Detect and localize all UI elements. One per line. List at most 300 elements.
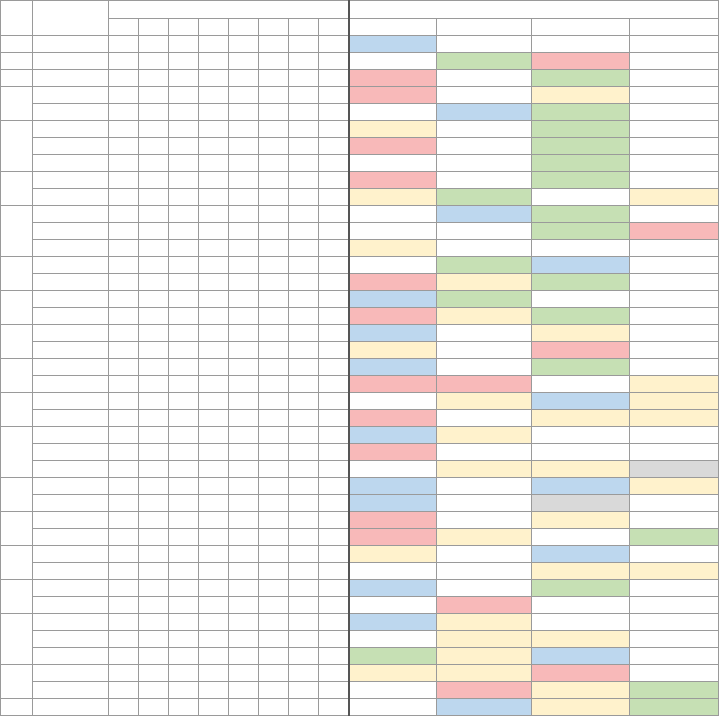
slot-mark-cell bbox=[199, 155, 229, 172]
set-name-cell bbox=[33, 291, 109, 308]
slot-mark-cell bbox=[109, 563, 139, 580]
slot-mark-cell bbox=[259, 291, 289, 308]
slot-mark-cell bbox=[319, 87, 349, 104]
slot-mark-cell bbox=[109, 308, 139, 325]
slot-mark-cell bbox=[109, 614, 139, 631]
slot-mark-cell bbox=[199, 70, 229, 87]
slot-mark-cell bbox=[199, 325, 229, 342]
set-attr-cell bbox=[437, 359, 532, 376]
slot-mark-cell bbox=[199, 444, 229, 461]
slot-mark-cell bbox=[199, 257, 229, 274]
slot-mark-cell bbox=[169, 121, 199, 138]
slot-mark-cell bbox=[169, 104, 199, 121]
set-attr-cell bbox=[349, 563, 437, 580]
slot-mark-cell bbox=[229, 512, 259, 529]
slot-mark-cell bbox=[289, 393, 319, 410]
slot-mark-cell bbox=[229, 546, 259, 563]
set-attr-cell bbox=[349, 376, 437, 393]
slot-mark-cell bbox=[319, 240, 349, 257]
slot-mark-cell bbox=[229, 376, 259, 393]
table-row bbox=[1, 580, 719, 597]
set-attr-cell bbox=[532, 461, 630, 478]
slot-mark-cell bbox=[229, 699, 259, 716]
set-attr-cell bbox=[630, 478, 719, 495]
slot-mark-cell bbox=[199, 478, 229, 495]
level-cell bbox=[1, 359, 33, 393]
set-attr-cell bbox=[349, 53, 437, 70]
slot-mark-cell bbox=[289, 257, 319, 274]
slot-mark-cell bbox=[199, 563, 229, 580]
slot-mark-cell bbox=[169, 461, 199, 478]
slot-mark-cell bbox=[199, 580, 229, 597]
table-row bbox=[1, 87, 719, 104]
set-attr-cell bbox=[349, 512, 437, 529]
set-attr-cell bbox=[532, 138, 630, 155]
set-attr-cell bbox=[349, 410, 437, 427]
set-attr-cell bbox=[630, 665, 719, 682]
set-name-cell bbox=[33, 410, 109, 427]
slot-mark-cell bbox=[109, 376, 139, 393]
slot-mark-cell bbox=[109, 87, 139, 104]
slot-mark-cell bbox=[229, 308, 259, 325]
slot-mark-cell bbox=[289, 325, 319, 342]
set-attr-cell bbox=[437, 563, 532, 580]
table-row bbox=[1, 699, 719, 716]
slot-mark-cell bbox=[139, 189, 169, 206]
table-row bbox=[1, 308, 719, 325]
table-row bbox=[1, 223, 719, 240]
set-attr-cell bbox=[532, 529, 630, 546]
slot-mark-cell bbox=[139, 87, 169, 104]
set-attr-cell bbox=[630, 274, 719, 291]
set-attr-cell bbox=[630, 580, 719, 597]
slot-mark-cell bbox=[109, 529, 139, 546]
set-attr-cell bbox=[437, 36, 532, 53]
attrs-group-header bbox=[349, 1, 719, 19]
slot-header bbox=[229, 19, 259, 36]
set-attr-cell bbox=[349, 359, 437, 376]
slot-mark-cell bbox=[259, 597, 289, 614]
slot-mark-cell bbox=[289, 138, 319, 155]
level-cell bbox=[1, 206, 33, 257]
slot-mark-cell bbox=[139, 138, 169, 155]
set-name-cell bbox=[33, 359, 109, 376]
set-attr-cell bbox=[630, 699, 719, 716]
set-attr-cell bbox=[437, 291, 532, 308]
slot-mark-cell bbox=[289, 36, 319, 53]
slot-mark-cell bbox=[199, 53, 229, 70]
slot-mark-cell bbox=[289, 240, 319, 257]
set-name-cell bbox=[33, 597, 109, 614]
set-attr-cell bbox=[630, 121, 719, 138]
set-attr-cell bbox=[349, 342, 437, 359]
slot-mark-cell bbox=[289, 461, 319, 478]
slot-mark-cell bbox=[229, 87, 259, 104]
set-attr-cell bbox=[437, 308, 532, 325]
slot-mark-cell bbox=[169, 325, 199, 342]
set-attr-cell bbox=[437, 223, 532, 240]
slot-mark-cell bbox=[319, 325, 349, 342]
slot-mark-cell bbox=[139, 597, 169, 614]
slot-mark-cell bbox=[109, 257, 139, 274]
set-name-cell bbox=[33, 512, 109, 529]
table-row bbox=[1, 325, 719, 342]
set-attr-cell bbox=[532, 223, 630, 240]
set-attr-cell bbox=[437, 257, 532, 274]
level-cell bbox=[1, 427, 33, 478]
set-attr-cell bbox=[437, 121, 532, 138]
set-attr-cell bbox=[630, 257, 719, 274]
set-name-cell bbox=[33, 87, 109, 104]
set-attr-cell bbox=[349, 308, 437, 325]
slot-mark-cell bbox=[289, 359, 319, 376]
set-attr-cell bbox=[349, 138, 437, 155]
set-attr-cell bbox=[437, 87, 532, 104]
level-cell bbox=[1, 36, 33, 53]
slot-mark-cell bbox=[319, 580, 349, 597]
slot-mark-cell bbox=[139, 665, 169, 682]
set-attr-cell bbox=[437, 444, 532, 461]
slot-mark-cell bbox=[259, 376, 289, 393]
set-name-cell bbox=[33, 529, 109, 546]
slot-mark-cell bbox=[319, 478, 349, 495]
set-attr-cell bbox=[349, 155, 437, 172]
slot-mark-cell bbox=[289, 495, 319, 512]
slot-mark-cell bbox=[259, 257, 289, 274]
attr-header bbox=[437, 19, 532, 36]
set-name-cell bbox=[33, 240, 109, 257]
slot-mark-cell bbox=[229, 53, 259, 70]
slot-mark-cell bbox=[289, 512, 319, 529]
slot-mark-cell bbox=[139, 291, 169, 308]
slot-mark-cell bbox=[109, 410, 139, 427]
set-name-cell bbox=[33, 376, 109, 393]
slot-mark-cell bbox=[199, 206, 229, 223]
set-attr-cell bbox=[349, 240, 437, 257]
set-attr-cell bbox=[532, 682, 630, 699]
slot-mark-cell bbox=[139, 478, 169, 495]
slot-mark-cell bbox=[319, 597, 349, 614]
slot-mark-cell bbox=[199, 597, 229, 614]
slot-mark-cell bbox=[229, 36, 259, 53]
slot-mark-cell bbox=[109, 665, 139, 682]
set-attr-cell bbox=[437, 580, 532, 597]
slot-mark-cell bbox=[199, 427, 229, 444]
table-row bbox=[1, 291, 719, 308]
set-attr-cell bbox=[532, 546, 630, 563]
slot-mark-cell bbox=[109, 325, 139, 342]
set-attr-cell bbox=[349, 478, 437, 495]
slot-mark-cell bbox=[319, 631, 349, 648]
slot-mark-cell bbox=[109, 597, 139, 614]
set-name-cell bbox=[33, 223, 109, 240]
slot-mark-cell bbox=[229, 427, 259, 444]
level-cell bbox=[1, 257, 33, 291]
slot-mark-cell bbox=[169, 393, 199, 410]
slot-mark-cell bbox=[109, 631, 139, 648]
set-attr-cell bbox=[437, 631, 532, 648]
slot-mark-cell bbox=[289, 699, 319, 716]
slot-mark-cell bbox=[109, 495, 139, 512]
slot-mark-cell bbox=[139, 682, 169, 699]
set-attr-cell bbox=[532, 495, 630, 512]
table-row bbox=[1, 274, 719, 291]
slot-mark-cell bbox=[259, 206, 289, 223]
set-name-cell bbox=[33, 563, 109, 580]
slot-mark-cell bbox=[259, 699, 289, 716]
set-attr-cell bbox=[532, 274, 630, 291]
set-name-cell bbox=[33, 614, 109, 631]
slot-mark-cell bbox=[139, 631, 169, 648]
set-attr-cell bbox=[630, 87, 719, 104]
set-attr-cell bbox=[349, 529, 437, 546]
slot-mark-cell bbox=[229, 580, 259, 597]
attr-header bbox=[532, 19, 630, 36]
set-attr-cell bbox=[532, 291, 630, 308]
slot-mark-cell bbox=[109, 699, 139, 716]
slot-mark-cell bbox=[169, 206, 199, 223]
slot-mark-cell bbox=[259, 172, 289, 189]
set-attr-cell bbox=[630, 36, 719, 53]
set-name-cell bbox=[33, 206, 109, 223]
slot-mark-cell bbox=[109, 393, 139, 410]
set-attr-cell bbox=[532, 342, 630, 359]
table-row bbox=[1, 206, 719, 223]
slot-mark-cell bbox=[169, 597, 199, 614]
slot-mark-cell bbox=[289, 70, 319, 87]
slot-mark-cell bbox=[199, 36, 229, 53]
slot-mark-cell bbox=[319, 121, 349, 138]
set-name-cell bbox=[33, 342, 109, 359]
slot-mark-cell bbox=[259, 580, 289, 597]
set-attr-cell bbox=[532, 172, 630, 189]
slot-mark-cell bbox=[289, 580, 319, 597]
slot-mark-cell bbox=[139, 393, 169, 410]
slot-mark-cell bbox=[289, 87, 319, 104]
slot-mark-cell bbox=[259, 512, 289, 529]
set-attr-cell bbox=[532, 53, 630, 70]
table-row bbox=[1, 478, 719, 495]
slot-mark-cell bbox=[109, 155, 139, 172]
table-row bbox=[1, 155, 719, 172]
slot-mark-cell bbox=[259, 563, 289, 580]
set-attr-cell bbox=[630, 172, 719, 189]
slot-mark-cell bbox=[319, 427, 349, 444]
slot-mark-cell bbox=[229, 274, 259, 291]
set-attr-cell bbox=[630, 631, 719, 648]
slot-mark-cell bbox=[289, 274, 319, 291]
slot-mark-cell bbox=[169, 529, 199, 546]
slot-mark-cell bbox=[109, 342, 139, 359]
set-attr-cell bbox=[349, 580, 437, 597]
set-attr-cell bbox=[630, 444, 719, 461]
set-attr-cell bbox=[532, 206, 630, 223]
slot-mark-cell bbox=[109, 274, 139, 291]
set-attr-cell bbox=[532, 325, 630, 342]
slot-mark-cell bbox=[199, 223, 229, 240]
set-attr-cell bbox=[532, 308, 630, 325]
set-attr-cell bbox=[630, 461, 719, 478]
set-attr-cell bbox=[630, 495, 719, 512]
set-name-cell bbox=[33, 121, 109, 138]
slot-mark-cell bbox=[229, 138, 259, 155]
slot-mark-cell bbox=[319, 665, 349, 682]
slot-mark-cell bbox=[139, 546, 169, 563]
slot-mark-cell bbox=[319, 461, 349, 478]
slot-mark-cell bbox=[289, 648, 319, 665]
set-attr-cell bbox=[630, 308, 719, 325]
slot-mark-cell bbox=[229, 155, 259, 172]
set-attr-cell bbox=[532, 376, 630, 393]
set-attr-cell bbox=[349, 631, 437, 648]
set-name-cell bbox=[33, 648, 109, 665]
slot-mark-cell bbox=[199, 308, 229, 325]
set-attr-cell bbox=[630, 427, 719, 444]
set-attr-cell bbox=[630, 563, 719, 580]
slot-mark-cell bbox=[109, 682, 139, 699]
slot-mark-cell bbox=[319, 223, 349, 240]
slot-mark-cell bbox=[169, 665, 199, 682]
slot-mark-cell bbox=[259, 36, 289, 53]
slot-mark-cell bbox=[169, 563, 199, 580]
slot-mark-cell bbox=[169, 223, 199, 240]
slot-mark-cell bbox=[319, 53, 349, 70]
set-attr-cell bbox=[437, 427, 532, 444]
slot-mark-cell bbox=[229, 665, 259, 682]
table-row bbox=[1, 104, 719, 121]
slot-mark-cell bbox=[229, 291, 259, 308]
set-name-cell bbox=[33, 104, 109, 121]
slot-mark-cell bbox=[199, 461, 229, 478]
level-cell bbox=[1, 291, 33, 325]
level-cell bbox=[1, 699, 33, 716]
slot-mark-cell bbox=[199, 665, 229, 682]
set-attr-cell bbox=[349, 597, 437, 614]
slot-mark-cell bbox=[319, 257, 349, 274]
slot-mark-cell bbox=[139, 427, 169, 444]
set-name-cell bbox=[33, 495, 109, 512]
set-attr-cell bbox=[349, 206, 437, 223]
set-attr-cell bbox=[437, 699, 532, 716]
table-row bbox=[1, 546, 719, 563]
slot-mark-cell bbox=[109, 512, 139, 529]
set-attr-cell bbox=[532, 648, 630, 665]
slot-mark-cell bbox=[229, 206, 259, 223]
slot-mark-cell bbox=[289, 172, 319, 189]
slot-mark-cell bbox=[259, 53, 289, 70]
slot-mark-cell bbox=[199, 121, 229, 138]
table-row bbox=[1, 240, 719, 257]
slot-mark-cell bbox=[109, 427, 139, 444]
set-attr-cell bbox=[437, 478, 532, 495]
slot-mark-cell bbox=[229, 325, 259, 342]
slot-mark-cell bbox=[109, 444, 139, 461]
slot-mark-cell bbox=[139, 274, 169, 291]
set-name-cell bbox=[33, 546, 109, 563]
set-attr-cell bbox=[630, 529, 719, 546]
slot-mark-cell bbox=[139, 240, 169, 257]
slot-mark-cell bbox=[229, 172, 259, 189]
set-attr-cell bbox=[532, 240, 630, 257]
set-attr-cell bbox=[437, 648, 532, 665]
slot-mark-cell bbox=[319, 529, 349, 546]
slot-mark-cell bbox=[199, 546, 229, 563]
table-row bbox=[1, 36, 719, 53]
slot-mark-cell bbox=[199, 614, 229, 631]
table-row bbox=[1, 444, 719, 461]
table-row bbox=[1, 189, 719, 206]
slot-mark-cell bbox=[199, 291, 229, 308]
slot-mark-cell bbox=[109, 546, 139, 563]
slot-mark-cell bbox=[169, 427, 199, 444]
slot-mark-cell bbox=[319, 512, 349, 529]
slot-mark-cell bbox=[199, 359, 229, 376]
set-attr-cell bbox=[349, 495, 437, 512]
set-attr-cell bbox=[349, 393, 437, 410]
set-name-cell bbox=[33, 325, 109, 342]
slot-mark-cell bbox=[169, 512, 199, 529]
slot-header bbox=[199, 19, 229, 36]
slot-mark-cell bbox=[199, 393, 229, 410]
set-name-cell bbox=[33, 682, 109, 699]
set-attr-cell bbox=[437, 155, 532, 172]
set-attr-cell bbox=[349, 546, 437, 563]
slot-mark-cell bbox=[169, 495, 199, 512]
slot-mark-cell bbox=[169, 138, 199, 155]
slot-mark-cell bbox=[109, 138, 139, 155]
slot-mark-cell bbox=[139, 410, 169, 427]
table-row bbox=[1, 393, 719, 410]
set-attr-cell bbox=[630, 223, 719, 240]
set-name-cell bbox=[33, 461, 109, 478]
slot-mark-cell bbox=[259, 495, 289, 512]
slot-header bbox=[169, 19, 199, 36]
slot-mark-cell bbox=[199, 529, 229, 546]
set-name-cell bbox=[33, 427, 109, 444]
set-attr-cell bbox=[630, 53, 719, 70]
slot-mark-cell bbox=[319, 274, 349, 291]
slot-mark-cell bbox=[259, 240, 289, 257]
set-attr-cell bbox=[532, 359, 630, 376]
slot-mark-cell bbox=[139, 648, 169, 665]
slot-mark-cell bbox=[259, 342, 289, 359]
slot-mark-cell bbox=[259, 138, 289, 155]
slot-mark-cell bbox=[229, 189, 259, 206]
level-cell bbox=[1, 614, 33, 665]
slot-mark-cell bbox=[199, 104, 229, 121]
set-attr-cell bbox=[437, 172, 532, 189]
set-attr-cell bbox=[630, 682, 719, 699]
set-attr-cell bbox=[532, 393, 630, 410]
slot-mark-cell bbox=[139, 53, 169, 70]
table-row bbox=[1, 376, 719, 393]
set-name-cell bbox=[33, 70, 109, 87]
set-attr-cell bbox=[630, 376, 719, 393]
slot-mark-cell bbox=[289, 478, 319, 495]
slot-mark-cell bbox=[109, 478, 139, 495]
set-attr-cell bbox=[630, 104, 719, 121]
slot-mark-cell bbox=[289, 427, 319, 444]
slot-header bbox=[109, 19, 139, 36]
set-attr-cell bbox=[437, 104, 532, 121]
slot-mark-cell bbox=[199, 189, 229, 206]
level-cell bbox=[1, 665, 33, 699]
level-cell bbox=[1, 121, 33, 172]
slot-mark-cell bbox=[319, 444, 349, 461]
table-row bbox=[1, 529, 719, 546]
slot-mark-cell bbox=[289, 410, 319, 427]
slot-mark-cell bbox=[109, 461, 139, 478]
